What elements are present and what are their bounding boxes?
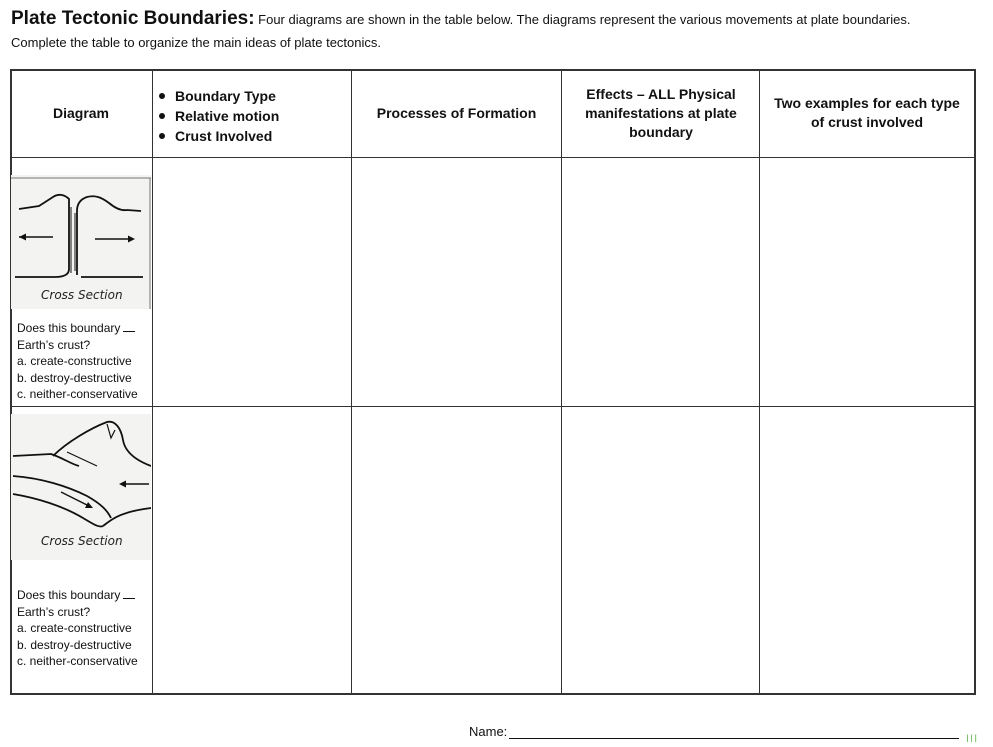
row1-question xyxy=(17,320,138,403)
question-line: Earth’s crust? xyxy=(17,337,91,352)
title-heading: Plate Tectonic Boundaries: xyxy=(11,8,255,29)
row1-boundary-cell[interactable] xyxy=(153,158,351,406)
header-list-item: Relative motion xyxy=(159,106,279,126)
diagram-caption: Cross Section xyxy=(41,534,123,548)
bullet-icon xyxy=(159,113,165,119)
title-intro: Four diagrams are shown in the table below. The diagrams represent the various movements at plate boundaries. xyxy=(258,12,911,27)
name-label: Name: xyxy=(469,724,508,739)
row1-effects-cell[interactable] xyxy=(562,158,759,406)
option-create: a. create-constructive xyxy=(17,621,132,635)
row2-effects-cell[interactable] xyxy=(562,407,759,693)
row2-processes-cell[interactable] xyxy=(352,407,561,693)
name-field[interactable] xyxy=(469,724,959,739)
bullet-icon xyxy=(159,93,165,99)
table-left-border xyxy=(10,69,12,695)
table-right-border xyxy=(974,69,976,695)
name-blank[interactable] xyxy=(509,724,959,739)
header-boundary-list xyxy=(159,86,279,146)
option-destroy: b. destroy-destructive xyxy=(17,637,132,652)
option-create: a. create-constructive xyxy=(17,354,132,368)
header-examples: Two examples for each type of crust involved xyxy=(774,95,960,130)
table-bottom-border xyxy=(10,693,976,695)
question-line: Earth’s crust? xyxy=(17,604,91,619)
diagram-caption: Cross Section xyxy=(41,288,123,302)
row2-examples-cell[interactable] xyxy=(760,407,974,693)
row1-examples-cell[interactable] xyxy=(760,158,974,406)
page-corner-mark: III xyxy=(966,733,979,745)
header-effects: Effects – ALL Physical manifestations at plate boundary xyxy=(585,85,737,140)
question-line: Does this boundary xyxy=(17,587,138,604)
option-destroy: b. destroy-destructive xyxy=(17,370,132,385)
header-list-item: Crust Involved xyxy=(159,126,279,146)
option-neither: c. neither-conservative xyxy=(17,654,138,668)
bullet-icon xyxy=(159,133,165,139)
row2-boundary-cell[interactable] xyxy=(153,407,351,693)
row2-question xyxy=(17,587,138,670)
answer-blank[interactable] xyxy=(123,321,135,332)
row1-processes-cell[interactable] xyxy=(352,158,561,406)
convergent-boundary-diagram xyxy=(11,414,151,560)
page-title xyxy=(11,8,910,30)
header-list-item: Boundary Type xyxy=(159,86,279,106)
page-subtitle: Complete the table to organize the main ideas of plate tectonics. xyxy=(11,35,381,50)
header-processes: Processes of Formation xyxy=(376,104,537,121)
answer-blank[interactable] xyxy=(123,588,135,599)
header-diagram: Diagram xyxy=(52,104,110,121)
divergent-boundary-diagram xyxy=(11,175,151,309)
question-line: Does this boundary xyxy=(17,320,138,337)
boundaries-table xyxy=(10,69,976,695)
option-neither: c. neither-conservative xyxy=(17,387,138,401)
